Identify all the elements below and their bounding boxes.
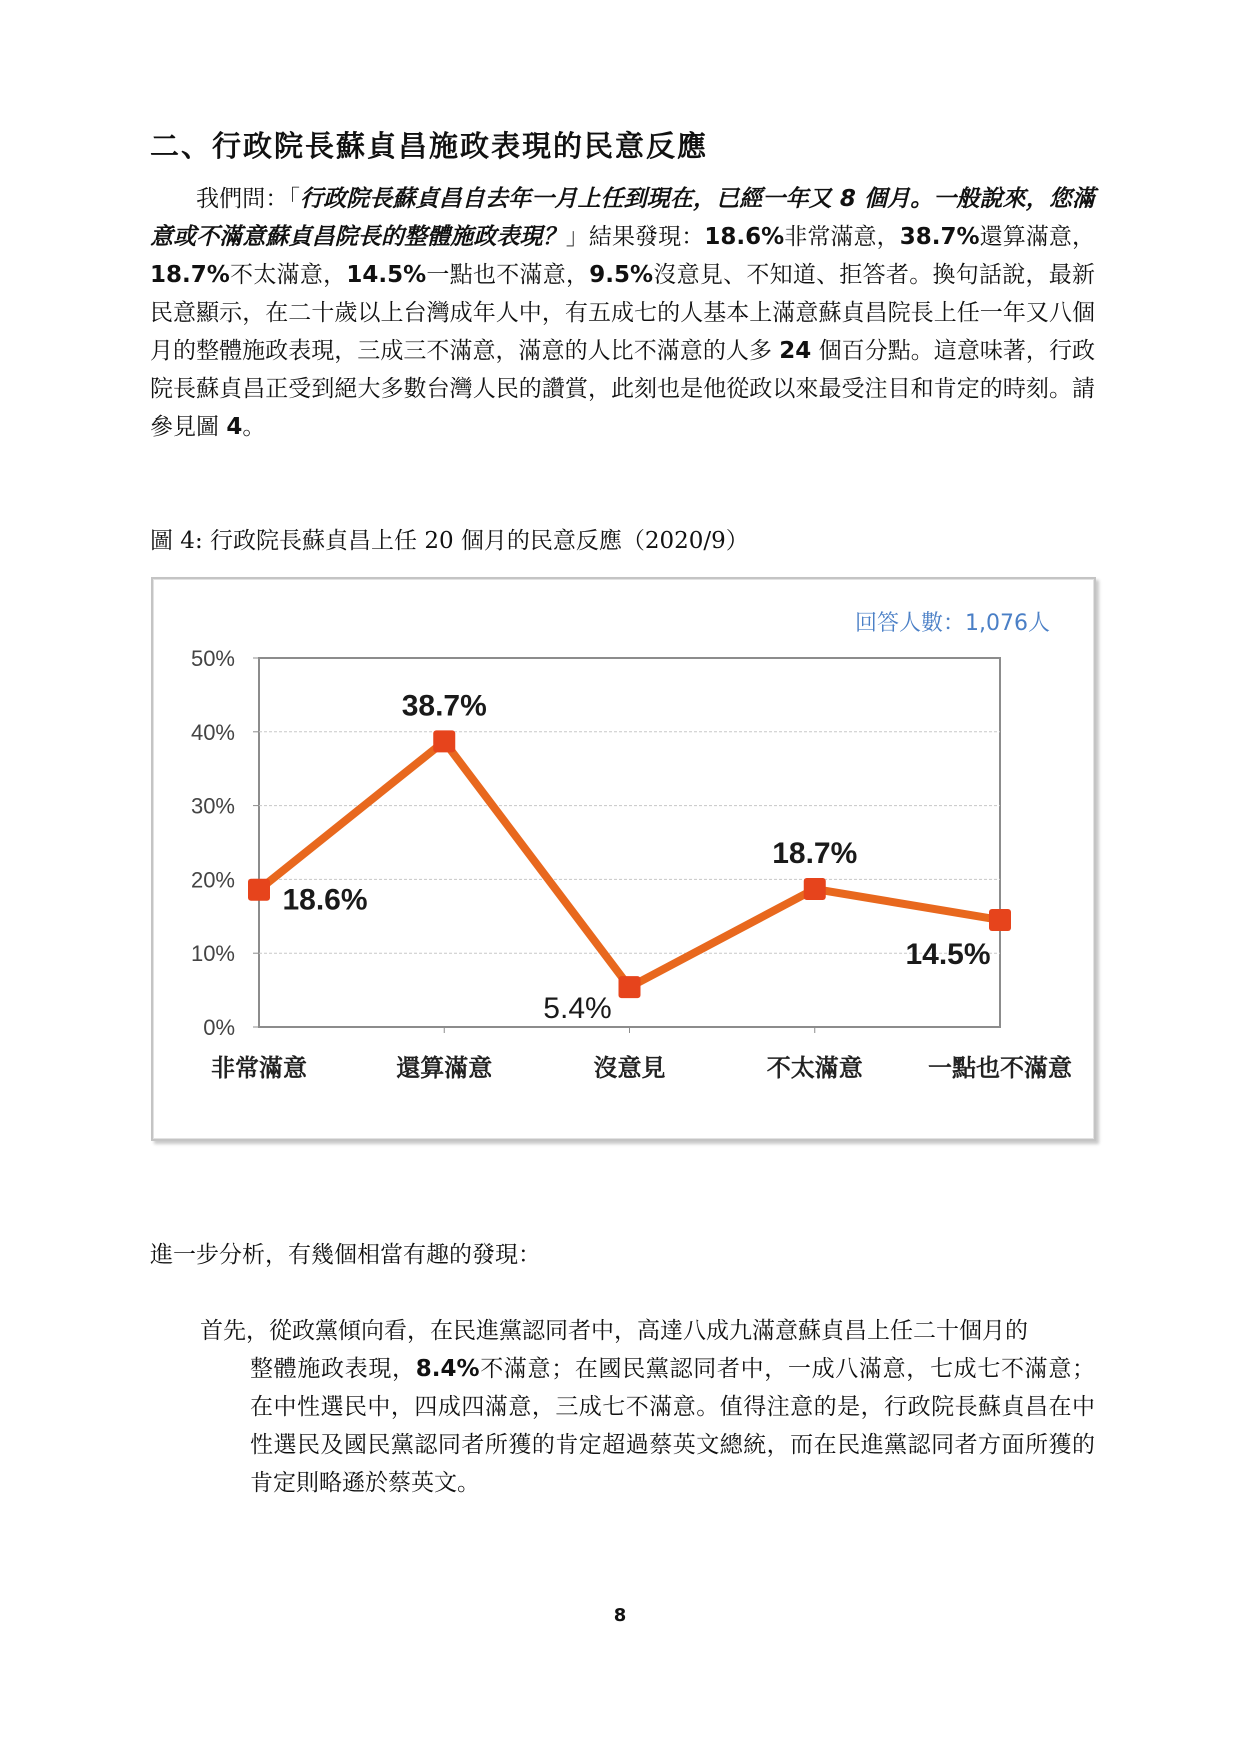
text-summary: 沒意見、不知道、拒答者。換句話說，最新民意顯示，在二十歲以上台灣成年人中，有五成七的人基本上滿意蘇貞昌院長上任一年又八個月的整體施政表現，三成三不滿意，滿意的人比不滿意的人多 bbox=[150, 262, 1096, 364]
data-point-marker bbox=[804, 878, 826, 900]
text-satisfied: 還算滿意， bbox=[979, 224, 1096, 250]
value-not-at-all: 14.5% bbox=[346, 262, 427, 288]
data-point-marker bbox=[989, 909, 1011, 931]
value-no-opinion: 9.5% bbox=[589, 262, 654, 288]
x-category-label: 一點也不滿意 bbox=[928, 1054, 1072, 1082]
value-very-satisfied: 18.6% bbox=[704, 224, 785, 250]
text-not-at-all: 一點也不滿意， bbox=[426, 262, 590, 288]
plot-area bbox=[259, 658, 1000, 1027]
data-label: 18.7% bbox=[772, 836, 858, 870]
page-number: 8 bbox=[613, 1605, 627, 1626]
value-figure-ref: 4 bbox=[226, 414, 243, 440]
data-point-marker bbox=[433, 730, 455, 752]
value-not-satisfied: 18.7% bbox=[150, 262, 230, 288]
x-category-label: 還算滿意 bbox=[396, 1054, 493, 1082]
quote-open: 我們問：「 bbox=[196, 186, 301, 212]
data-label: 5.4% bbox=[543, 992, 612, 1026]
text-very-satisfied: 非常滿意， bbox=[784, 224, 900, 250]
value-satisfied: 38.7% bbox=[899, 224, 980, 250]
data-label: 14.5% bbox=[905, 937, 991, 971]
point-1-value: 8.4% bbox=[415, 1356, 480, 1382]
point-1-first-line: 首先，從政黨傾向看，在民進黨認同者中，高達八成九滿意蘇貞昌上任二十個月的 bbox=[200, 1318, 1028, 1344]
text-conclusion: 個百分點。這意味著，行政院長蘇貞昌正受到絕大多數台灣人民的讚賞，此刻也是他從政以來最受注目和肯定的時刻。請參見圖 bbox=[150, 338, 1096, 440]
respondent-count: 回答人數：1,076人 bbox=[855, 611, 1050, 636]
y-tick-label: 10% bbox=[190, 941, 235, 967]
x-category-label: 非常滿意 bbox=[211, 1054, 307, 1082]
text-end: 。 bbox=[242, 414, 266, 440]
data-point-marker bbox=[248, 879, 270, 901]
chart-frame bbox=[151, 577, 1096, 1141]
y-tick-label: 0% bbox=[203, 1015, 235, 1040]
point-1-text-a: 整體施政表現， bbox=[250, 1356, 416, 1382]
intro-paragraph bbox=[150, 180, 1095, 446]
data-label: 38.7% bbox=[401, 689, 487, 723]
text-not-satisfied: 不太滿意， bbox=[229, 262, 347, 288]
data-point-marker bbox=[619, 976, 641, 998]
section-heading: 二、行政院長蘇貞昌施政表現的民意反應 bbox=[150, 129, 709, 163]
y-tick-label: 30% bbox=[190, 793, 235, 819]
y-tick-label: 40% bbox=[190, 719, 235, 745]
analysis-point-1 bbox=[200, 1312, 1095, 1502]
point-1-text-b: 不滿意；在國民黨認同者中，一成八滿意，七成七不滿意；在中性選民中，四成四滿意，三成七不滿意。值得注意的是，行政院長蘇貞昌在中性選民及國民黨認同者所獲的肯定超過蔡英文總統，而在民進黨認同者方面所獲的肯定則略遜於蔡英文。 bbox=[250, 1356, 1096, 1496]
survey-question: 行政院長蘇貞昌自去年一月上任到現在，已經一年又 8 個月。一般說來，您滿意或不滿意蘇貞昌院長的整體施政表現？ bbox=[150, 186, 1095, 250]
data-label: 18.6% bbox=[282, 883, 368, 917]
point-1-continuation bbox=[200, 1350, 1095, 1502]
value-difference: 24 bbox=[779, 338, 812, 364]
x-category-label: 沒意見 bbox=[593, 1054, 666, 1082]
result-lead: 」結果發現： bbox=[565, 224, 705, 250]
x-category-label: 不太滿意 bbox=[766, 1054, 863, 1082]
analysis-intro: 進一步分析，有幾個相當有趣的發現： bbox=[150, 1242, 541, 1268]
figure-caption: 圖 4: 行政院長蘇貞昌上任 20 個月的民意反應（2020/9） bbox=[150, 528, 749, 554]
line-chart bbox=[153, 579, 1094, 1139]
y-tick-label: 50% bbox=[190, 646, 235, 671]
y-tick-label: 20% bbox=[190, 867, 235, 893]
